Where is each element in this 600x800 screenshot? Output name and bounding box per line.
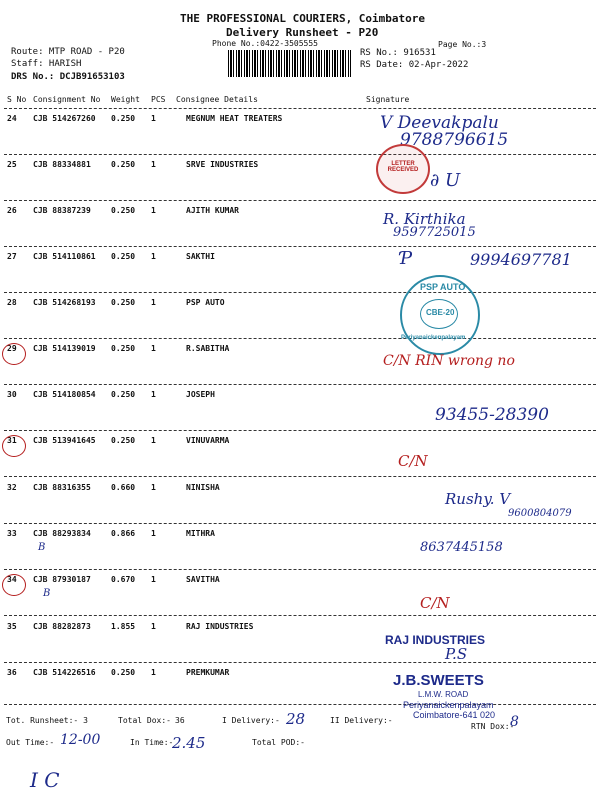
signature-24-phone: 9788796615 <box>400 130 509 150</box>
row-consignee: JOSEPH <box>186 390 215 399</box>
col-pcs: PCS <box>151 95 166 104</box>
note-31: C/N <box>398 452 428 470</box>
row-pcs: 1 <box>151 622 156 631</box>
rtn-dox-label: RTN Dox:- <box>471 722 515 731</box>
bottom-scribble: I C <box>30 768 60 792</box>
red-circle-mark <box>2 574 26 596</box>
total-dox-label: Total Dox:- <box>118 716 171 725</box>
row-consignee: SAVITHA <box>186 575 220 584</box>
row-pcs: 1 <box>151 114 156 123</box>
row-consignee: NINISHA <box>186 483 220 492</box>
row-pcs: 1 <box>151 206 156 215</box>
row-weight: 0.250 <box>111 298 136 307</box>
jb-sweets-stamp-pin: Coimbatore-641 020 <box>413 710 496 720</box>
row-consignment: CJB 88293834 <box>33 529 91 538</box>
row-sno: 35 <box>7 622 17 631</box>
total-pod-label: Total POD:- <box>252 738 305 747</box>
table-row <box>0 114 600 160</box>
psp-auto-stamp <box>400 275 480 355</box>
signature-32-name: Rushy. V <box>445 490 511 508</box>
header-divider <box>4 108 596 109</box>
table-row <box>0 160 600 206</box>
row-weight: 0.866 <box>111 529 136 538</box>
note-29: C/N RIN wrong no <box>383 353 515 369</box>
row-pcs: 1 <box>151 668 156 677</box>
row-consignment: CJB 514267260 <box>33 114 96 123</box>
row-divider <box>4 430 596 431</box>
row-weight: 0.250 <box>111 252 136 261</box>
row-consignee: MEGNUM HEAT TREATERS <box>186 114 283 123</box>
signature-24-name: V Deevakpalu <box>380 113 499 133</box>
signature-27: Ƥ <box>400 248 413 269</box>
row-sno: 27 <box>7 252 17 261</box>
stamp-mid-text: CBE-20 <box>426 308 455 317</box>
stamp-bottom-text: Periyanaickenpalayam <box>401 335 466 341</box>
row-pcs: 1 <box>151 390 156 399</box>
row-weight: 0.250 <box>111 390 136 399</box>
table-row <box>0 622 600 668</box>
row-divider <box>4 476 596 477</box>
row-consignment: CJB 514226516 <box>33 668 96 677</box>
row-divider <box>4 523 596 524</box>
row-sno: 26 <box>7 206 17 215</box>
row-weight: 0.250 <box>111 160 136 169</box>
row-consignee: PREMKUMAR <box>186 668 230 677</box>
row-divider <box>4 662 596 663</box>
jb-sweets-stamp-name: J.B.SWEETS <box>393 672 484 689</box>
row-weight: 0.660 <box>111 483 136 492</box>
row-consignee: AJITH KUMAR <box>186 206 239 215</box>
table-row <box>0 206 600 252</box>
row-consignment: CJB 88316355 <box>33 483 91 492</box>
row-pcs: 1 <box>151 436 156 445</box>
signature-36: P.S <box>445 645 468 663</box>
row-pcs: 1 <box>151 575 156 584</box>
row-divider <box>4 704 596 705</box>
in-time-value: 2.45 <box>172 734 206 752</box>
col-weight: Weight <box>111 95 140 104</box>
row-weight: 0.670 <box>111 575 136 584</box>
barcode <box>228 50 351 77</box>
col-consignment: Consignment No <box>33 95 101 104</box>
i-delivery-label: I Delivery:- <box>222 716 280 725</box>
out-time-label: Out Time:- <box>6 738 55 747</box>
row-consignee: RAJ INDUSTRIES <box>186 622 254 631</box>
row-consignee: MITHRA <box>186 529 215 538</box>
col-signature: Signature <box>366 95 410 104</box>
note-34: C/N <box>420 594 450 612</box>
row-divider <box>4 615 596 616</box>
row-sno: 33 <box>7 529 17 538</box>
raj-industries-stamp: RAJ INDUSTRIES <box>385 633 486 647</box>
table-row <box>0 436 600 482</box>
signature-25: ∂ U <box>430 170 461 191</box>
row-consignment: CJB 514110861 <box>33 252 96 261</box>
signature-32-phone: 9600804079 <box>508 508 572 519</box>
row-divider <box>4 338 596 339</box>
row-sno: 36 <box>7 668 17 677</box>
row-sno: 32 <box>7 483 17 492</box>
row-consignment: CJB 87930187 <box>33 575 91 584</box>
row-consignee: SAKTHI <box>186 252 215 261</box>
runsheet-title: Delivery Runsheet - P20 <box>226 26 379 39</box>
row-sno: 29 <box>7 344 17 353</box>
tick-b-33: B <box>38 542 46 553</box>
row-divider <box>4 246 596 247</box>
route-label: Route: MTP ROAD - P20 <box>11 47 125 57</box>
stamp-top-text: PSP AUTO <box>420 282 466 292</box>
row-consignment: CJB 88282873 <box>33 622 91 631</box>
company-name: THE PROFESSIONAL COURIERS, Coimbatore <box>180 12 426 25</box>
jb-sweets-stamp-place: Periyanaickenpalayam <box>403 700 494 710</box>
row-sno: 25 <box>7 160 17 169</box>
table-row <box>0 529 600 575</box>
rtn-dox-value: 8 <box>510 714 519 730</box>
row-consignment: CJB 88334881 <box>33 160 91 169</box>
row-sno: 34 <box>7 575 17 584</box>
row-sno: 28 <box>7 298 17 307</box>
row-consignment: CJB 514180854 <box>33 390 96 399</box>
row-pcs: 1 <box>151 483 156 492</box>
row-consignee: SRVE INDUSTRIES <box>186 160 259 169</box>
row-divider <box>4 292 596 293</box>
drs-number: DRS No.: DCJB91653103 <box>11 72 125 82</box>
signature-33-phone: 8637445158 <box>420 540 503 555</box>
in-time-label: In Time:- <box>130 738 174 747</box>
staff-label: Staff: HARISH <box>11 59 82 69</box>
row-weight: 0.250 <box>111 344 136 353</box>
row-consignment: CJB 88387239 <box>33 206 91 215</box>
row-pcs: 1 <box>151 252 156 261</box>
table-row <box>0 668 600 714</box>
row-pcs: 1 <box>151 529 156 538</box>
tot-runsheet: Tot. Runsheet:- 3 <box>6 716 88 725</box>
row-weight: 0.250 <box>111 114 136 123</box>
signature-26-phone: 9597725015 <box>393 225 476 240</box>
row-pcs: 1 <box>151 344 156 353</box>
row-divider <box>4 569 596 570</box>
row-weight: 0.250 <box>111 668 136 677</box>
row-consignee: PSP AUTO <box>186 298 225 307</box>
row-consignment: CJB 514139019 <box>33 344 96 353</box>
ii-delivery-label: II Delivery:- <box>330 716 393 725</box>
row-divider <box>4 200 596 201</box>
row-consignment: CJB 514268193 <box>33 298 96 307</box>
table-row <box>0 575 600 621</box>
row-divider <box>4 154 596 155</box>
col-sno: S No <box>7 95 27 104</box>
row-divider <box>4 384 596 385</box>
row-weight: 1.855 <box>111 622 136 631</box>
red-circle-mark <box>2 435 26 457</box>
row-weight: 0.250 <box>111 206 136 215</box>
row-sno: 31 <box>7 436 17 445</box>
total-dox-value: 36 <box>175 716 185 725</box>
i-delivery-value: 28 <box>286 710 306 728</box>
phone-number: Phone No.:0422-3505555 <box>212 39 318 48</box>
page-number: Page No.:3 <box>438 40 487 49</box>
red-circle-mark <box>2 343 26 365</box>
row-consignment: CJB 513941645 <box>33 436 96 445</box>
tick-b-34: B <box>43 588 51 599</box>
row-pcs: 1 <box>151 160 156 169</box>
table-row <box>0 298 600 344</box>
row-weight: 0.250 <box>111 436 136 445</box>
out-time-value: 12-00 <box>60 732 101 748</box>
signature-30-phone: 93455-28390 <box>435 405 549 425</box>
signature-26-name: R. Kirthika <box>383 210 466 228</box>
letter-received-stamp <box>376 144 430 194</box>
jb-sweets-stamp-road: L.M.W. ROAD <box>418 690 469 699</box>
rs-date: RS Date: 02-Apr-2022 <box>360 60 469 70</box>
row-consignee: VINUVARMA <box>186 436 230 445</box>
col-consignee: Consignee Details <box>176 95 258 104</box>
row-pcs: 1 <box>151 298 156 307</box>
rs-number: RS No.: 916531 <box>360 48 436 58</box>
stamp-text: LETTER RECEIVED <box>387 161 419 173</box>
row-sno: 24 <box>7 114 17 123</box>
signature-27-phone: 9994697781 <box>470 250 572 269</box>
row-consignee: R.SABITHA <box>186 344 230 353</box>
row-sno: 30 <box>7 390 17 399</box>
